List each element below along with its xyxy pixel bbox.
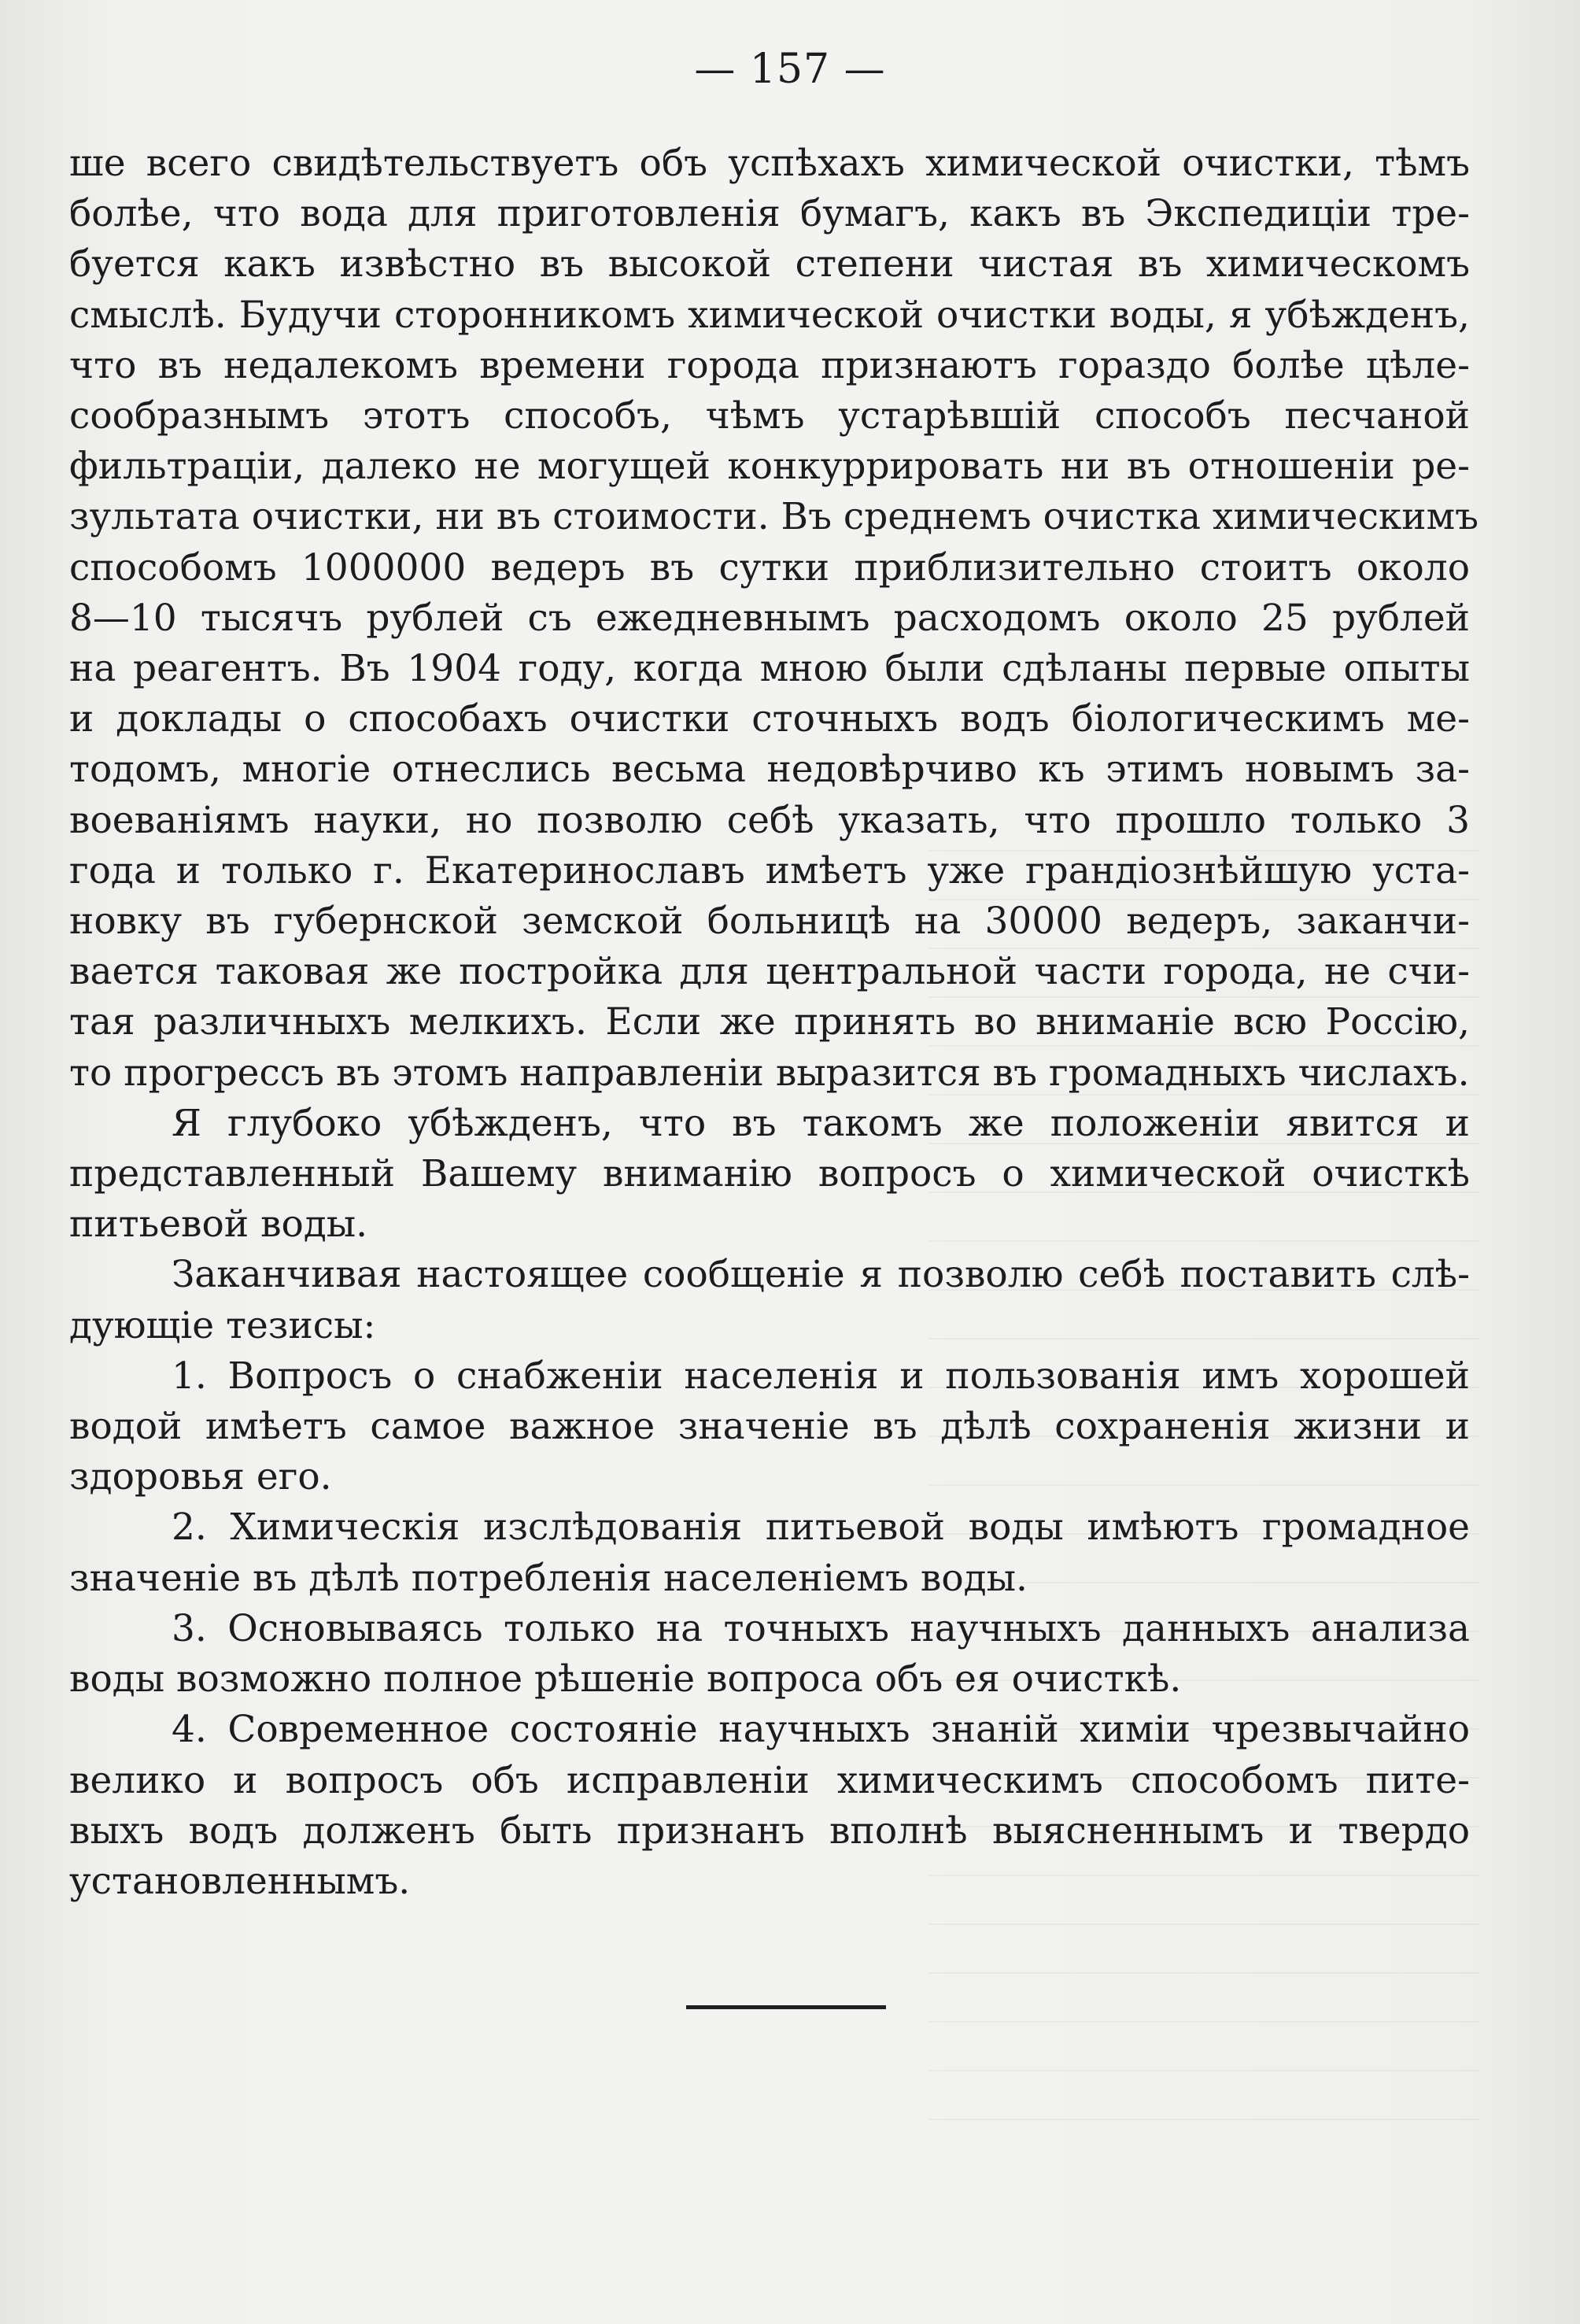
text-line: воды возможно полное рѣшеніе вопроса объ ея очисткѣ. [69,1657,1182,1701]
text-line: то прогрессъ въ этомъ направленіи выразится въ громадныхъ числахъ. [69,1051,1470,1095]
text-line: буется какъ извѣстно въ высокой степени чистая въ химическомъ [69,242,1470,286]
text-line: что въ недалекомъ времени города признаютъ гораздо болѣе цѣле- [69,343,1470,387]
text-line: выхъ водъ долженъ быть признанъ вполнѣ выясненнымъ и твердо [69,1809,1470,1853]
text-line: Заканчивая настоящее сообщеніе я позволю себѣ поставить слѣ- [172,1253,1470,1297]
thesis-item: 3. Основываясь только на точныхъ научныхъ данныхъ анализа [172,1606,1470,1650]
thesis-item: 2. Химическія изслѣдованія питьевой воды имѣютъ громадное [172,1506,1470,1550]
text-line: и доклады о способахъ очистки сточныхъ водъ біологическимъ ме- [69,697,1470,741]
page-number: — 157 — [694,46,886,93]
text-line: болѣе, что вода для приготовленія бумагъ, какъ въ Экспедиціи тре- [69,192,1470,236]
text-line: Я глубоко убѣжденъ, что въ такомъ же положеніи явится и [172,1101,1470,1145]
text-line: способомъ 1000000 ведеръ въ сутки приблизительно стоитъ около [69,545,1470,589]
text-line: здоровья его. [69,1455,332,1499]
text-line: велико и вопросъ объ исправленіи химическимъ способомъ пите- [69,1758,1470,1802]
text-line: смыслѣ. Будучи сторонникомъ химической очистки воды, я убѣжденъ, [69,293,1470,337]
text-line: ше всего свидѣтельствуетъ объ успѣхахъ химической очистки, тѣмъ [69,142,1470,185]
text-line: года и только г. Екатеринославъ имѣетъ уже грандіознѣйшую уста- [69,848,1470,892]
text-line: новку въ губернской земской больницѣ на 30000 ведеръ, заканчи- [69,900,1470,944]
text-line: фильтраціи, далеко не могущей конкуррировать ни въ отношеніи ре- [69,445,1470,489]
text-line: тая различныхъ мелкихъ. Если же принять во вниманіе всю Россію, [69,1000,1470,1044]
text-line: 8—10 тысячъ рублей съ ежедневнымъ расходомъ около 25 рублей [69,596,1470,640]
text-line: сообразнымъ этотъ способъ, чѣмъ устарѣвшій способъ песчаной [69,394,1470,438]
text-line: установленнымъ. [69,1859,411,1903]
text-line: на реагентъ. Въ 1904 году, когда мною были сдѣланы первые опыты [69,647,1470,691]
text-line: водой имѣетъ самое важное значеніе въ дѣлѣ сохраненія жизни и [69,1405,1470,1449]
text-line: значеніе въ дѣлѣ потребленія населеніемъ воды. [69,1556,1028,1600]
text-line: представленный Вашему вниманію вопросъ о химической очисткѣ [69,1152,1470,1196]
text-line: тодомъ, многіе отнеслись весьма недовѣрчиво къ этимъ новымъ за- [69,748,1470,792]
text-line: вается таковая же постройка для центральной части города, не счи- [69,950,1470,994]
end-rule [686,2005,886,2009]
thesis-item: 4. Современное состояніе научныхъ знаній химіи чрезвычайно [172,1708,1470,1752]
body-text [69,139,1479,1907]
text-line: питьевой воды. [69,1203,368,1247]
text-line: воеваніямъ науки, но позволю себѣ указать, что прошло только 3 [69,798,1470,842]
text-line: дующіе тезисы: [69,1303,376,1347]
text-line: зультата очистки, ни въ стоимости. Въ среднемъ очистка химическимъ [69,495,1479,539]
thesis-item: 1. Вопросъ о снабженіи населенія и пользованія имъ хорошей [172,1354,1470,1398]
